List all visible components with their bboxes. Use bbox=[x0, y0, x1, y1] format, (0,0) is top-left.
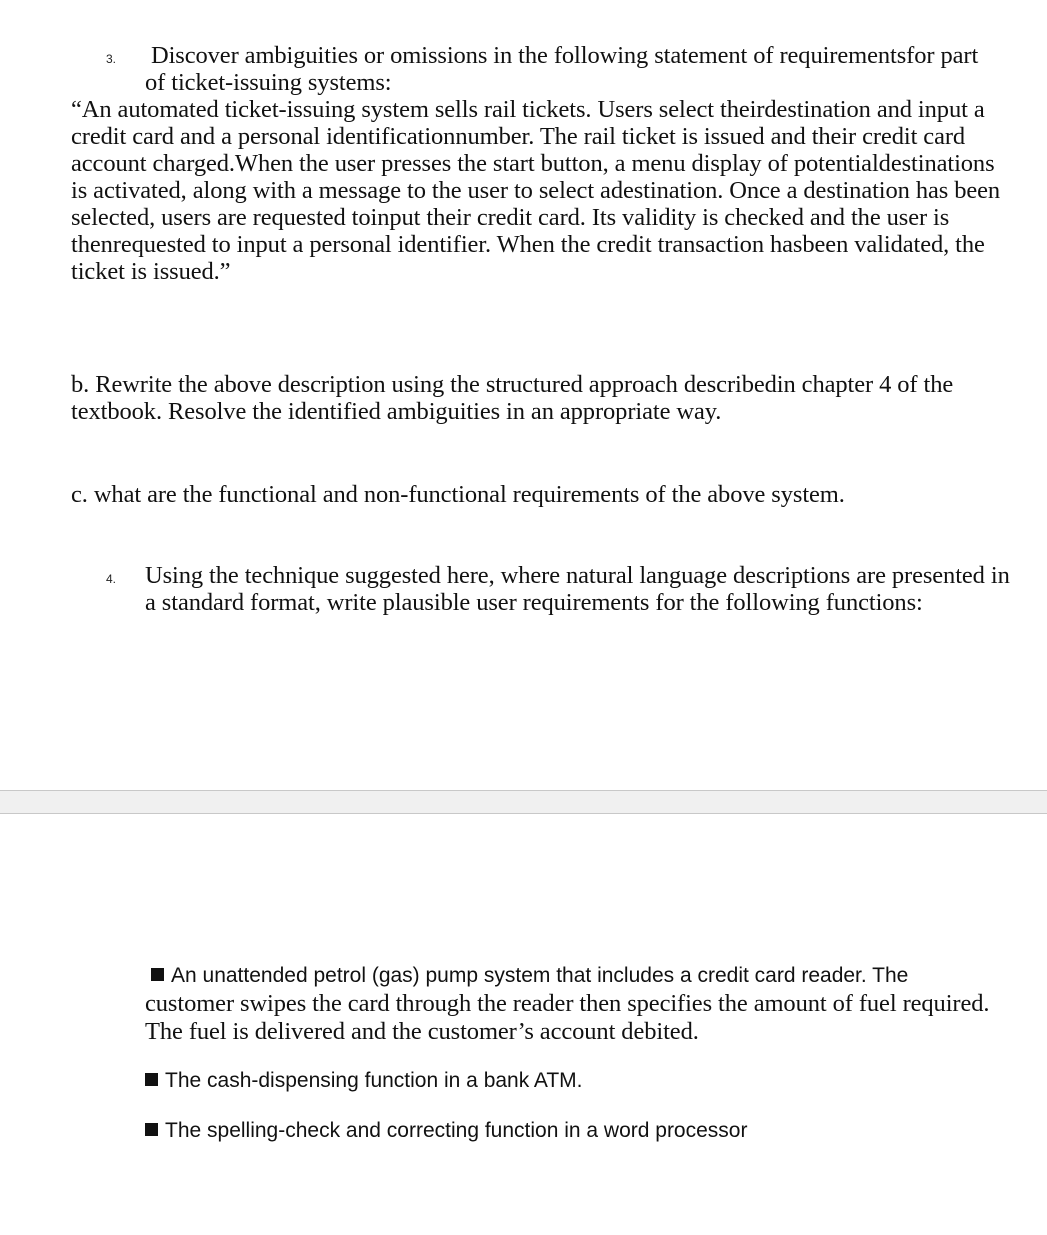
bullet-item-1-line1: An unattended petrol (gas) pump system that includes a credit card reader. The bbox=[171, 964, 909, 987]
bullet-item-2-text: The cash-dispensing function in a bank ATM. bbox=[165, 1069, 583, 1092]
bullet-item-petrol-pump bbox=[145, 962, 989, 1046]
page-separator bbox=[0, 790, 1047, 814]
part-c: c. what are the functional and non-functional requirements of the above system. bbox=[71, 481, 845, 508]
quote-line: is activated, along with a message to the user to select adestination. Once a destination has been bbox=[71, 177, 1001, 204]
square-bullet-icon bbox=[151, 968, 164, 981]
quote-line: thenrequested to input a personal identifier. When the credit transaction hasbeen validated, the bbox=[71, 231, 985, 258]
bullet-item-1-line3: The fuel is delivered and the customer’s account debited. bbox=[145, 1018, 699, 1045]
part-b-line1: b. Rewrite the above description using the structured approach describedin chapter 4 of the bbox=[71, 371, 954, 398]
requirements-quote bbox=[71, 96, 1000, 285]
part-b-line2: textbook. Resolve the identified ambiguities in an appropriate way. bbox=[71, 398, 722, 425]
question-4-text bbox=[145, 562, 1010, 616]
bullet-item-3-text: The spelling-check and correcting function in a word processor bbox=[165, 1119, 748, 1142]
bullet-item-atm bbox=[145, 1067, 583, 1097]
quote-line: credit card and a personal identificationnumber. The rail ticket is issued and their credit card bbox=[71, 123, 966, 150]
bullet-item-1-line2: customer swipes the card through the reader then specifies the amount of fuel required. bbox=[145, 990, 990, 1017]
question-4-line1: Using the technique suggested here, where natural language descriptions are presented in bbox=[145, 562, 1010, 589]
quote-line: “An automated ticket-issuing system sells rail tickets. Users select theirdestination and input a bbox=[71, 96, 985, 123]
quote-line: selected, users are requested toinput their credit card. Its validity is checked and the user is bbox=[71, 204, 950, 231]
square-bullet-icon bbox=[145, 1123, 158, 1136]
question-4-line2: a standard format, write plausible user requirements for the following functions: bbox=[145, 589, 923, 616]
part-b bbox=[71, 371, 953, 425]
question-3-intro-line2: of ticket-issuing systems: bbox=[145, 69, 392, 96]
quote-line: account charged.When the user presses the start button, a menu display of potentialdestinations bbox=[71, 150, 995, 177]
bullet-item-spell-check bbox=[145, 1117, 747, 1147]
question-4-number: 4. bbox=[106, 572, 117, 586]
question-3-intro-line1: Discover ambiguities or omissions in the following statement of requirementsfor part bbox=[151, 42, 979, 69]
square-bullet-icon bbox=[145, 1073, 158, 1086]
quote-line: ticket is issued.” bbox=[71, 258, 231, 285]
question-3-number: 3. bbox=[106, 52, 117, 66]
